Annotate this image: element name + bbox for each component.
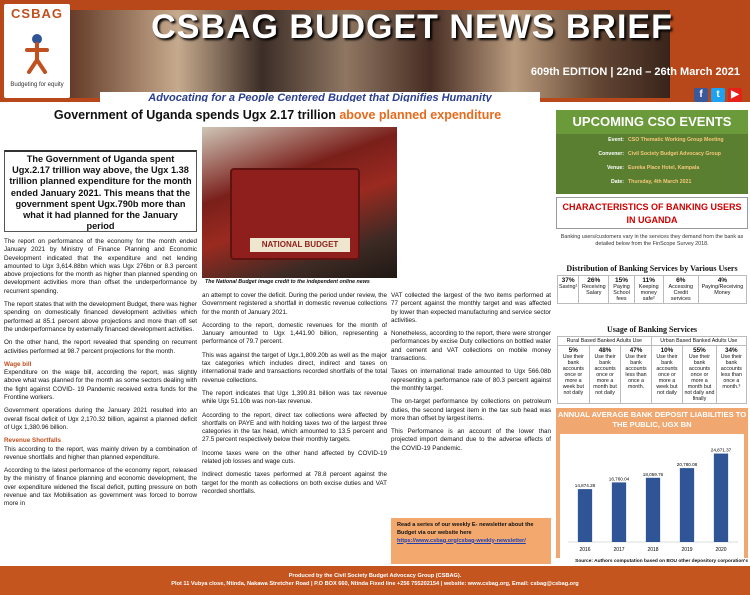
dist-cell <box>698 276 746 304</box>
paragraph: The report states that with the development Budget, there was higher spending on domestically financed development activities which performed at 85.1 percent above projections and more than off set the underperformance by externally financed development activities. <box>4 301 197 333</box>
chart-bar-2018 <box>646 478 660 542</box>
usage-label: Use their bank accounts once or more a week but not daily <box>656 354 678 396</box>
banking-intro: Banking users/customers vary in the services they demand from the bank as detailed below from the FinScope Survey 2018. <box>560 234 744 248</box>
usage-cell <box>651 346 683 404</box>
events-heading: UPCOMING CSO EVENTS <box>556 110 748 134</box>
event-value: Eureka Place Hotel, Kampala <box>628 165 700 171</box>
footer-line-1: Produced by the Civil Society Budget Advocacy Group (CSBAG). <box>288 573 462 579</box>
usage-label: Use their bank accounts once or more a month but not daily and finally <box>684 354 715 402</box>
event-key: Venue: <box>606 165 624 171</box>
dist-cell <box>579 276 609 304</box>
chart-tick-label: 2018 <box>647 547 659 553</box>
usage-label: Use their bank accounts once or more a month but not daily <box>593 354 617 396</box>
event-key: Date: <box>611 179 624 185</box>
paragraph: The on-target performance by collections on petroleum duties, the second largest item in the tax sub head was more than offset by largest items. <box>391 398 551 422</box>
event-value: Civil Society Budget Advocacy Group <box>628 151 721 157</box>
chart-bar-2016 <box>578 489 592 542</box>
chart-data-label: 20,780.08 <box>676 462 698 468</box>
newsletter-text: Read a series of our weekly E- newsletter about the Budget via our website here <box>397 522 534 536</box>
rural-header: Rural Based Banked Adults Use <box>558 337 652 346</box>
deposits-title: ANNUAL AVERAGE BANK DEPOSIT LIABILITIES TO THE PUBLIC, UGX BN <box>557 410 747 429</box>
headline-main: Government of Uganda spends Ugx 2.17 trillion <box>53 108 340 122</box>
logo-figure-icon <box>22 32 52 74</box>
chart-data-label: 16,760.04 <box>608 476 630 482</box>
usage-pct: 48% <box>598 347 612 354</box>
usage-cell <box>683 346 716 404</box>
briefcase-plate: NATIONAL BUDGET <box>250 238 350 252</box>
paragraph: According to the report, direct tax collections were affected by shortfalls on PAYE and with holding taxes two of the largest three categories in the tax head, which amounted to 13.5 percent and 27.5 percent respectively below their monthly targets. <box>202 411 387 444</box>
paragraph: Income taxes were on the other hand affected by COVID-19 related job losses and wage cuts. <box>202 449 387 466</box>
article-column-2 <box>202 292 387 501</box>
urban-header: Urban Based Banked Adults Use <box>651 337 746 346</box>
intro-box: The Government of Uganda spent Ugx.2.17 trillion way above, the Ugx 1.38 trillion planned expenditure for the month ended January 2021. This means that the government spent Ugx.790b more than what it had planned for the January period <box>4 150 197 232</box>
chart-bar-2017 <box>612 482 626 542</box>
event-value: CSO Thematic Working Group Meeting <box>628 137 724 143</box>
dist-cell <box>634 276 663 304</box>
event-row <box>560 137 746 143</box>
dist-label: Receiving Salary <box>581 284 606 296</box>
usage-pct: 34% <box>725 347 738 354</box>
dist-pct: 37% <box>561 277 575 284</box>
paragraph: Government operations during the January 2021 resulted into an overall fiscal deficit of Ugx 2,170.32 billion, against a planned deficit of Ugx 1,380.96 billion. <box>4 407 197 431</box>
youtube-icon[interactable]: ▶ <box>728 88 742 102</box>
paragraph: This according to the report, was mainly driven by a combination of revenue shortfalls and higher than planned expenditure. <box>4 445 197 461</box>
paragraph: VAT collected the largest of the two items performed at 77 percent against the monthly target and was affected by lower than expected manufacturing and service sector activities. <box>391 292 551 324</box>
dist-label: Paying/Receiving Money <box>701 284 744 296</box>
dist-cell <box>558 276 579 304</box>
deposits-bar-chart <box>560 434 744 558</box>
dist-label: Paying School fees <box>613 284 630 302</box>
event-row <box>560 151 746 157</box>
usage-title: Usage of Banking Services <box>607 325 697 334</box>
header-banner <box>0 0 750 102</box>
paragraph: Taxes on international trade amounted to Ugx 566.08b representing a performance rate of 80.3 percent against the monthly target. <box>391 368 551 392</box>
paragraph: This was against the target of Ugx.1,809.20b as well as the major tax categories which includes direct, indirect and taxes on international trade and transactions recorded shortfalls of the total revenue collections. <box>202 351 387 384</box>
paragraph: According to the latest performance of the economy report, released by the ministry of finance planning and economic development, the over expenditure widened the fiscal deficit, putting pressure on both revenue and tax Mobilisation as government was forced to borrow more in <box>4 467 197 508</box>
paragraph: Expenditure on the wage bill, according the report, was slightly above what was planned for the month as some sectors dealing with the fight against COVID- 19 Pandemic received extra funds for the Frontline workers. <box>4 369 197 402</box>
usage-label: Use their bank accounts once or more a week but not daily <box>562 354 584 396</box>
logo-text: CSBAG <box>11 6 63 21</box>
source-note: Source: Authors computation based on BOU other depository corporation's <box>575 559 748 564</box>
paragraph: The report indicates that Ugx 1,390.81 billion was tax revenue while Ugx 51.10b was non-tax revenue. <box>202 389 387 406</box>
headline-highlight: above planned expenditure <box>339 108 502 122</box>
usage-pct: 55% <box>693 347 706 354</box>
usage-cell <box>589 346 621 404</box>
usage-label: Use their bank accounts less than once a month. <box>625 354 647 390</box>
footer <box>0 566 750 595</box>
dist-pct: 26% <box>587 277 601 284</box>
subheading-revenue-shortfalls: Revenue Shortfalls <box>4 437 62 445</box>
dist-pct: 15% <box>615 277 629 284</box>
paragraph: According to the report, domestic revenues for the month of January amounted to Ugx 1,441.90 billion, representing a performance of 79.7 percent. <box>202 321 387 346</box>
event-row <box>560 165 746 171</box>
event-row <box>560 179 746 185</box>
dist-label: Accessing Credit services <box>668 284 694 302</box>
dist-pct: 6% <box>676 277 686 284</box>
paragraph: This Performance is an account of the lower than projected import demand due to the adverse effects of the COVID-19 Pandemic. <box>391 428 551 452</box>
twitter-icon[interactable]: t <box>711 88 725 102</box>
newsletter-promo <box>391 518 551 564</box>
event-key: Convener: <box>598 151 624 157</box>
page-title: CSBAG BUDGET NEWS BRIEF <box>151 8 673 46</box>
dist-cell <box>663 276 698 304</box>
dist-pct: 11% <box>642 277 656 284</box>
paragraph: The report on performance of the economy for the month ended January 2021 by Ministry of Finance Planning and Economic Development indicated that the expenditure and net lending amounted to Ugx 3,614.88bn which was Ugx 276bn or 8.3 percent above projections for the month as higher than planned spending on development activities more than offset the underperformance by recurrent spending. <box>4 238 197 295</box>
event-key: Event: <box>608 137 624 143</box>
usage-cell <box>716 346 746 404</box>
paragraph: an attempt to cover the deficit. During the period under review, the Government registered a shortfall in domestic revenue collections for the month of January 2021. <box>202 292 387 316</box>
article-column-1 <box>4 238 197 514</box>
dist-label: Keeping money safe² <box>638 284 659 302</box>
newsletter-link[interactable]: https://www.csbag.org/csbag-weekly-newsletter/ <box>397 537 526 544</box>
chart-tick-label: 2016 <box>579 547 591 553</box>
dist-pct: 4% <box>717 277 728 284</box>
article-column-3 <box>391 292 551 458</box>
chart-data-label: 14,874.28 <box>574 483 596 489</box>
edition-line: 609th EDITION | 22nd – 26th March 2021 <box>530 66 740 78</box>
chart-data-label: 18,059.76 <box>642 471 664 477</box>
distribution-table <box>557 275 747 304</box>
usage-pct: 10% <box>660 347 674 354</box>
paragraph: Indirect domestic taxes performed at 78.8 percent against the target for the month as collections on both excise duties and VAT recorded shortfalls. <box>202 471 387 495</box>
logo-slogan: Budgeting for equity <box>10 82 64 88</box>
chart-bar-2019 <box>680 468 694 542</box>
dist-label: Saving¹ <box>559 284 578 290</box>
photo-caption: The National Budget image credit to the independent online news <box>205 279 370 285</box>
distribution-title: Distribution of Banking Services by Various Users <box>566 264 738 273</box>
headline <box>0 108 555 122</box>
footer-line-2: Plot 11 Vubya close, Ntinda, Nakawa Stretcher Road | P.O BOX 660, Ntinda Fixed line +256 755202154 | website: www.csbag.org, Email: csbag@csbag.org <box>171 581 579 588</box>
banking-heading: CHARACTERISTICS OF BANKING USERS IN UGANDA <box>556 197 748 229</box>
tagline: Advocating for a People Centered Budget that Dignifies Humanity <box>100 92 540 102</box>
paragraph: Nonetheless, according to the report, there were stronger performances by excise Duty collections on bottled water and cement and VAT collections on mobile money transactions. <box>391 330 551 363</box>
chart-tick-label: 2020 <box>715 547 727 553</box>
usage-pct: 5% <box>568 347 578 354</box>
csbag-logo <box>4 4 70 98</box>
dist-cell <box>609 276 634 304</box>
subheading-wage-bill: Wage bill <box>4 360 32 368</box>
usage-label: Use their bank accounts less than once a month.³ <box>720 354 742 390</box>
usage-table <box>557 336 747 404</box>
facebook-icon[interactable]: f <box>694 88 708 102</box>
usage-cell <box>621 346 651 404</box>
chart-tick-label: 2019 <box>681 547 693 553</box>
chart-data-label: 24,871.37 <box>710 447 732 453</box>
chart-tick-label: 2017 <box>613 547 625 553</box>
usage-pct: 47% <box>629 347 643 354</box>
usage-cell <box>558 346 590 404</box>
event-value: Thursday, 4th March 2021 <box>628 179 692 185</box>
chart-bar-2020 <box>714 454 728 542</box>
paragraph: On the other hand, the report revealed that spending on recurrent activities performed at 98.7 percent projections for the month. <box>4 339 197 355</box>
